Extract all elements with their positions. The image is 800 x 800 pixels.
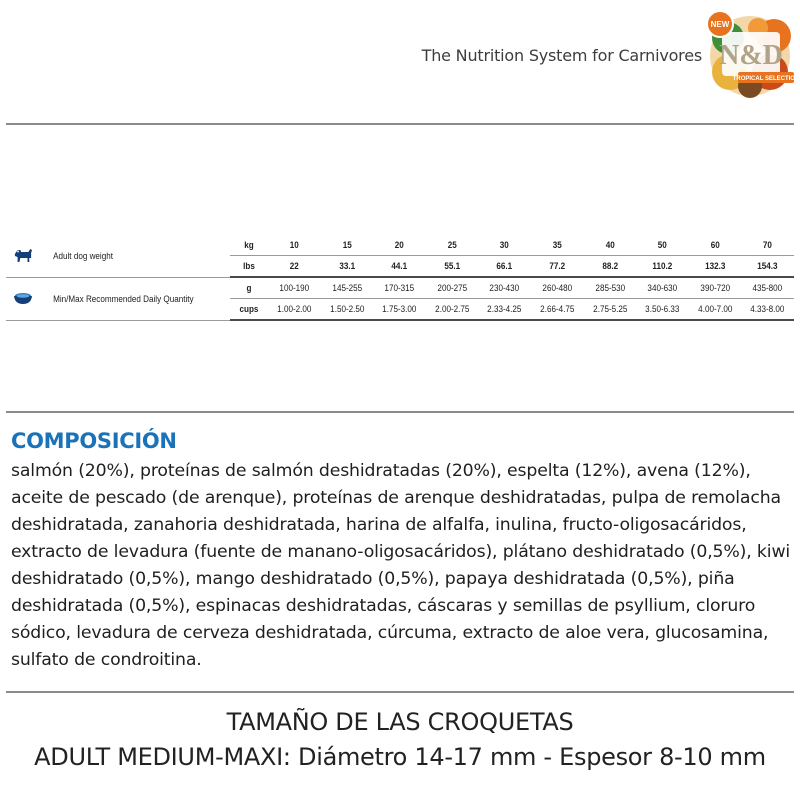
table-cell: 30 (481, 235, 528, 256)
table-row (6, 235, 794, 256)
table-cell: 2.66-4.75 (534, 299, 581, 321)
table-cell: 33.1 (323, 256, 370, 278)
table-cell: 260-480 (534, 277, 581, 299)
table-row (6, 277, 794, 299)
table-cell: 4.00-7.00 (691, 299, 738, 321)
table-cell: 10 (271, 235, 318, 256)
brand-logo (704, 8, 796, 100)
table-cell: 60 (691, 235, 738, 256)
logo-line-text: TROPICAL SELECTION (732, 76, 796, 82)
logo-new-badge: NEW (710, 20, 730, 29)
table-cell: 100-190 (271, 277, 318, 299)
table-cell: 35 (534, 235, 581, 256)
table-cell: 20 (376, 235, 423, 256)
table-cell: 3.50-6.33 (639, 299, 686, 321)
table-cell: 200-275 (428, 277, 475, 299)
unit-cell: cups (232, 299, 266, 321)
unit-cell: g (232, 277, 266, 299)
divider-top (6, 123, 794, 125)
kibble-title: TAMAÑO DE LAS CROQUETAS (226, 708, 574, 736)
table-cell: 145-255 (323, 277, 370, 299)
table-cell: 2.75-5.25 (586, 299, 633, 321)
kibble-size: ADULT MEDIUM-MAXI: Diámetro 14-17 mm - Espesor 8-10 mm (34, 743, 766, 771)
dog-icon (8, 235, 39, 277)
table-cell: 55.1 (428, 256, 475, 278)
table-cell: 77.2 (534, 256, 581, 278)
table-cell: 132.3 (691, 256, 738, 278)
table-cell: 22 (271, 256, 318, 278)
table-cell: 2.33-4.25 (481, 299, 528, 321)
food-bowl-icon (8, 277, 39, 320)
table-cell: 110.2 (639, 256, 686, 278)
composition-title: COMPOSICIÓN (11, 429, 177, 453)
table-cell: 44.1 (376, 256, 423, 278)
composition-text: salmón (20%), proteínas de salmón deshidratadas (20%), espelta (12%), avena (12%), aceite de pescado (de arenque), proteínas de arenque deshidratadas, pulpa de remolacha deshidratada, zanahoria deshidratada, harina de alfalfa, inulina, fructo-oligosacáridos, extracto de levadura (fuente de manano-oligosacáridos), plátano deshidratado (0,5%), kiwi deshidratado (0,5%), mango deshidratado (0,5%), papaya deshidratada (0,5%), piña deshidratada (0,5%), espinacas deshidratadas, cáscaras y semillas de psyllium, cloruro sódico, levadura de cerveza deshidratada, cúrcuma, extracto de aloe vera, glucosamina, sulfato de condroitina. (11, 461, 791, 670)
divider-bottom (6, 691, 794, 693)
table-cell: 390-720 (691, 277, 738, 299)
table-cell: 88.2 (586, 256, 633, 278)
divider-middle (6, 411, 794, 413)
tagline: The Nutrition System for Carnivores (421, 46, 702, 65)
logo-brand-text: N&D (719, 40, 783, 71)
row-label: Adult dog weight (50, 235, 221, 277)
table-cell: 340-630 (639, 277, 686, 299)
table-cell: 66.1 (481, 256, 528, 278)
feeding-table (6, 235, 794, 321)
table-cell: 1.00-2.00 (271, 299, 318, 321)
table-cell: 1.50-2.50 (323, 299, 370, 321)
table-cell: 40 (586, 235, 633, 256)
table-cell: 2.00-2.75 (428, 299, 475, 321)
table-cell: 4.33-8.00 (744, 299, 791, 321)
table-cell: 154.3 (744, 256, 791, 278)
table-cell: 50 (639, 235, 686, 256)
row-label: Min/Max Recommended Daily Quantity (50, 277, 221, 320)
table-cell: 70 (744, 235, 791, 256)
table-cell: 15 (323, 235, 370, 256)
table-cell: 230-430 (481, 277, 528, 299)
unit-cell: kg (232, 235, 266, 256)
table-cell: 170-315 (376, 277, 423, 299)
table-cell: 25 (428, 235, 475, 256)
table-cell: 435-800 (744, 277, 791, 299)
table-cell: 285-530 (586, 277, 633, 299)
unit-cell: lbs (232, 256, 266, 278)
table-cell: 1.75-3.00 (376, 299, 423, 321)
